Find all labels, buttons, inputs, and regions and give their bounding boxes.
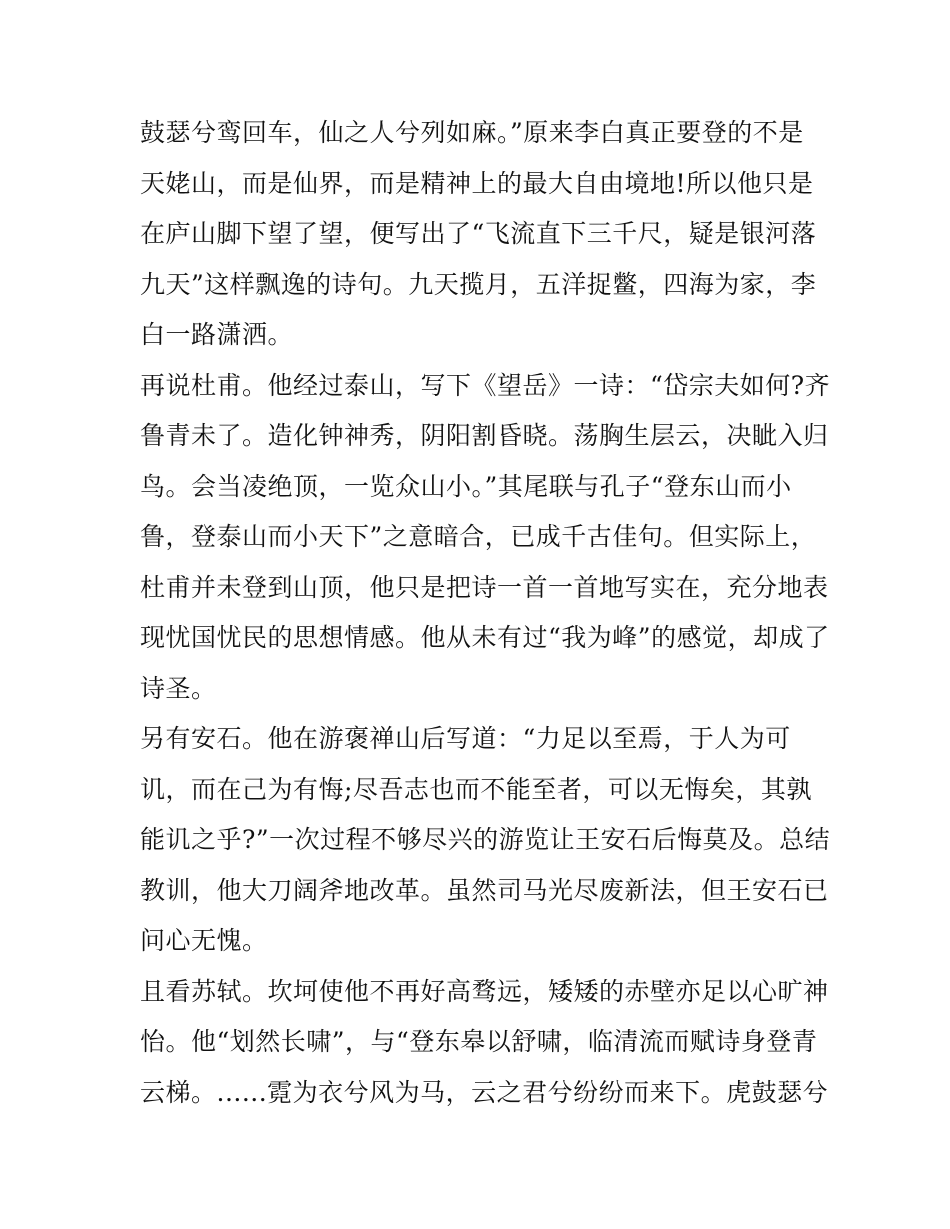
text-line: 诗圣。 [140, 673, 217, 703]
text-line: 教训，他大刀阔斧地改革。虽然司马光尽废新法，但王安石已 [140, 875, 829, 905]
text-line: 鲁青未了。造化钟神秀，阴阳割昏晓。荡胸生层云，决眦入归 [140, 421, 829, 450]
text-line: 天姥山，而是仙界，而是精神上的最大自由境地!所以他只是 [140, 168, 814, 198]
text-line: 怡。他“划然长啸”，与“登东皋以舒啸，临清流而赋诗身登青 [140, 1027, 818, 1056]
text-line: 云梯。......霓为衣兮风为马，云之君兮纷纷而来下。虎鼓瑟兮 [140, 1077, 829, 1107]
text-line: 现忧国忧民的思想情感。他从未有过“我为峰”的感觉，却成了 [140, 623, 830, 652]
text-line: 鲁，登泰山而小天下”之意暗合，已成千古佳句。但实际上， [140, 522, 817, 551]
text-line: 且看苏轼。坎坷使他不再好高骛远，矮矮的赤壁亦足以心旷神 [140, 976, 829, 1006]
text-line: 白一路潇洒。 [140, 320, 294, 349]
text-line: 在庐山脚下望了望，便写出了“飞流直下三千尺，疑是银河落 [140, 219, 817, 248]
text-line: 问心无愧。 [140, 926, 268, 955]
text-line: 另有安石。他在游褒禅山后写道：“力足以至焉，于人为可 [140, 724, 791, 753]
text-line: 讥，而在己为有悔;尽吾志也而不能至者，可以无悔矣，其孰 [140, 774, 812, 804]
essay-text [140, 108, 830, 1118]
text-line: 鸟。会当凌绝顶，一览众山小。”其尾联与孔子“登东山而小 [140, 471, 792, 501]
text-line: 杜甫并未登到山顶，他只是把诗一首一首地写实在，充分地表 [140, 572, 829, 602]
text-line: 能讥之乎?”一次过程不够尽兴的游览让王安石后悔莫及。总结 [140, 825, 831, 854]
text-line: 鼓瑟兮鸾回车，仙之人兮列如麻。”原来李白真正要登的不是 [140, 118, 804, 147]
text-line: 九天”这样飘逸的诗句。九天揽月，五洋捉鳖，四海为家，李 [140, 269, 817, 299]
text-line: 再说杜甫。他经过泰山，写下《望岳》一诗：“岱宗夫如何?齐 [140, 370, 831, 400]
